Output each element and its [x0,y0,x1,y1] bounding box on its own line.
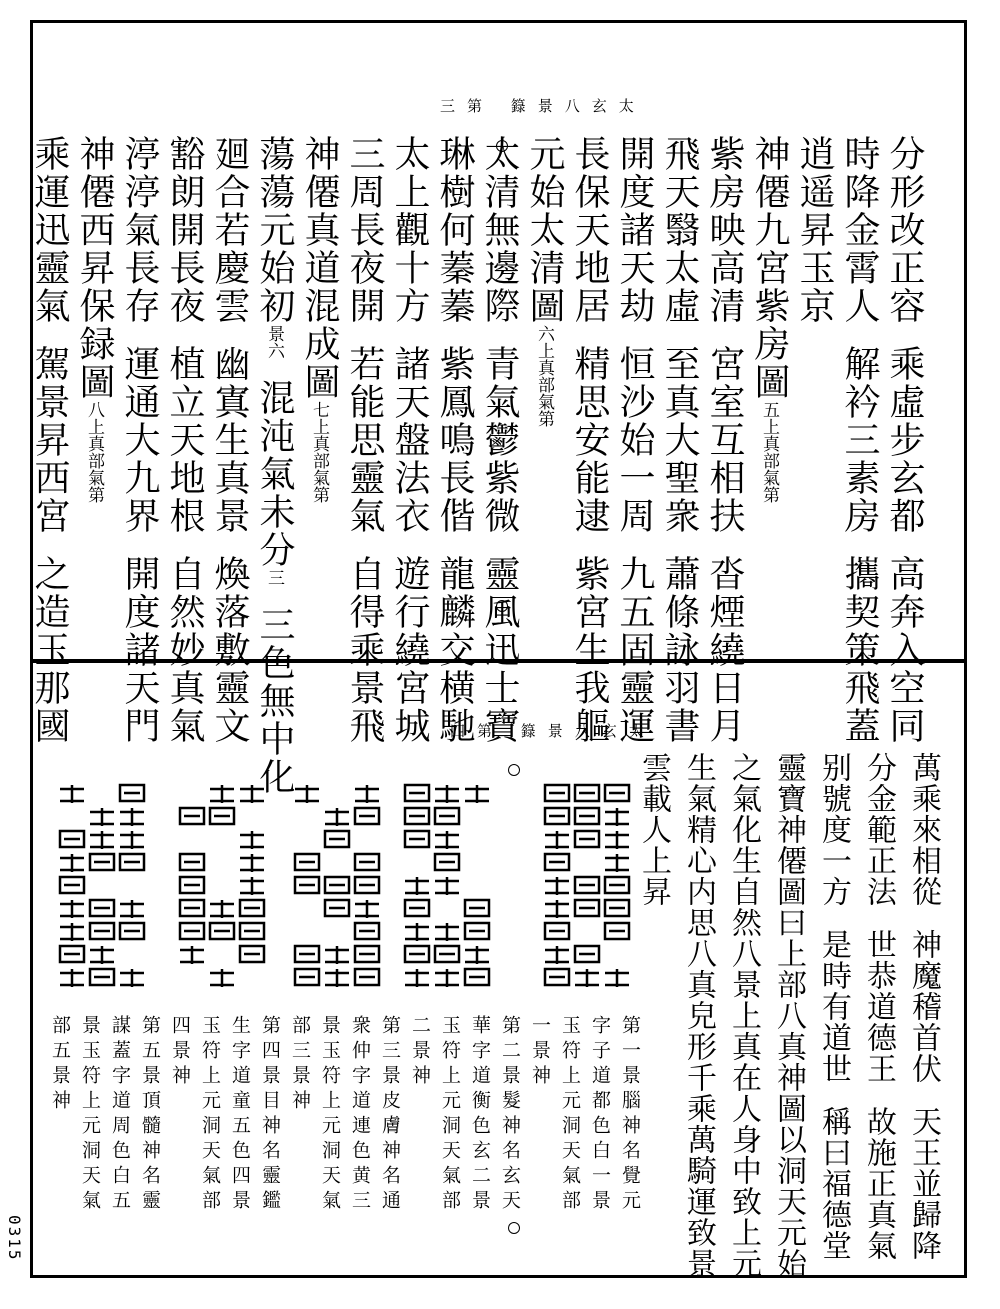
verse-column [342,135,386,745]
verse-column [837,135,881,745]
verse-line: 之造玉那國 [29,555,70,745]
verse-line: 紫房映高清 [704,135,745,325]
bottom-text-column [859,752,897,1261]
verse-column [297,135,341,503]
verse-line: 駕景昇西宮 [29,345,70,535]
annotation-column: 景玉符上元洞天氣 [319,1015,341,1215]
verse-line: 至真大聖衆 [659,345,700,535]
annotation-column: 字子道都色白一景 [589,1015,611,1215]
verse-column [612,135,656,745]
verse-column [252,135,296,796]
annotation-column: 玉符上元洞天氣部 [439,1015,461,1215]
seal-glyph-icon [290,780,385,1000]
verse-line: 開度諸天劫 [614,135,655,325]
annotation-column: 華字道衡色玄二景 [469,1015,491,1215]
verse-line: 太上觀十方 [389,135,430,325]
annotation-column: 二景神 [409,1015,431,1090]
circle-mark [496,140,508,152]
seal-glyph-icon [540,780,635,1000]
verse-line: 自然妙真氣 [164,555,205,745]
verse-line: 遊行繞宮城 [389,555,430,745]
annotation-column: 景玉符上元洞天氣 [79,1015,101,1215]
verse-line: 自得乘景飛 [344,555,385,745]
verse-column [27,135,71,745]
bottom-text-column [724,752,762,1279]
verse-line: 逍遥昇玉京 [794,135,835,325]
verse-line: 時降金霄人 [839,135,880,325]
verse-line: 琳樹何蓁蓁 [434,135,475,325]
verse-line: 蕭條詠羽書 [659,555,700,745]
verse-line: 神僊真道混成圖 [299,135,340,401]
verse-line: 高奔入空同 [884,555,925,745]
annotation-column: 玉符上元洞天氣部 [559,1015,581,1215]
verse-line: 元始太清圖 [524,135,565,325]
annotation-column: 四景神 [169,1015,191,1090]
section-note: 真部 [759,435,779,469]
verse-line: 開度諸天門 [119,555,160,745]
verse-line: 蕩蕩元始初 [254,135,295,325]
annotation-column: 第一景腦神名覺元 [619,1015,641,1215]
section-note: 真部 [84,435,104,469]
section-note: 六上 [534,325,554,359]
verse-line: 渟渟氣長存 [119,135,160,325]
panel-header-top: 三第 籙景八玄太 [440,97,646,115]
seal-glyph-icon [175,780,270,1000]
annotation-column: 第二景髮神名玄天 [499,1015,521,1215]
annotation-column: 第四景目神名靈鑑 [259,1015,281,1215]
text-line: 别號度一方 [816,752,851,907]
section-note: 景六 [264,325,284,359]
text-line: 之氣化生自然八景上真在人身中致上元 [726,752,761,1279]
verse-column [432,135,476,745]
page-number: 0315 [5,1215,24,1262]
verse-line: 植立天地根 [164,345,205,535]
section-note: 真部 [534,359,554,393]
text-line: 靈寶神僊圖曰上部八真神圖以洞天元始 [771,752,806,1279]
verse-line: 沓煙繞日月 [704,555,745,745]
verse-line: 青氣鬱紫微 [479,345,520,535]
verse-line: 飛天翳太虛 [659,135,700,325]
verse-line: 長保天地居 [569,135,610,325]
verse-line: 乘運迅靈氣 [29,135,70,325]
verse-line: 神僊九宮紫房圖 [749,135,790,401]
bottom-text-column [679,752,717,1279]
text-line: 是時有道世 [816,929,851,1084]
verse-column [477,135,521,745]
text-line: 神魔稽首伏 [906,929,941,1084]
verse-line: 紫鳳鳴長偕 [434,345,475,535]
verse-line: 恒沙始一周 [614,345,655,535]
text-line: 生氣精心内思八真皃形千乘萬騎運致景 [681,752,716,1279]
panel-header-bottom: 四第 籙景八玄太 [450,722,656,740]
verse-column [72,135,116,503]
verse-column [117,135,161,745]
text-line: 分金範正法 [861,752,896,907]
verse-column [882,135,926,745]
section-note: 氣第 [309,469,329,503]
verse-line: 太清無邊際 [479,135,520,325]
bottom-text-column [814,752,852,1261]
bottom-text-column [634,752,672,907]
annotation-column: 部五景神 [49,1015,71,1115]
verse-column [387,135,431,745]
annotation-column: 一景神 [529,1015,551,1090]
verse-line: 九五固靈運 [614,555,655,745]
verse-column [792,135,836,325]
verse-column [207,135,251,745]
verse-line: 三色無中化 [254,606,295,796]
annotation-column: 生字道童五色四景 [229,1015,251,1215]
bottom-text-column [769,752,807,1279]
verse-line: 宮室互相扶 [704,345,745,535]
verse-line: 三周長夜開 [344,135,385,325]
annotation-column: 第五景頂髓神名靈 [139,1015,161,1215]
annotation-column: 部三景神 [289,1015,311,1115]
section-note: 七上 [309,401,329,435]
section-note: 真部 [309,435,329,469]
verse-column [522,135,566,427]
verse-line: 分形改正容 [884,135,925,325]
circle-mark [508,764,520,776]
seal-glyph-icon [400,780,495,1000]
annotation-column: 謀蓋字道周色白五 [109,1015,131,1215]
annotation-column: 第三景皮膚神名通 [379,1015,401,1215]
section-note: 氣第 [84,469,104,503]
bottom-text-column [904,752,942,1261]
verse-column [567,135,611,745]
verse-line: 運通大九界 [119,345,160,535]
section-note: 氣第 [534,393,554,427]
verse-line: 解衿三素房 [839,345,880,535]
text-line: 稱曰福德堂 [816,1106,851,1261]
verse-line: 若能思靈氣 [344,345,385,535]
verse-line: 攜契策飛蓋 [839,555,880,745]
text-line: 雲載人上昇 [636,752,671,907]
circle-mark [508,1222,520,1234]
text-line: 天王並歸降 [906,1106,941,1261]
section-note: 八上 [84,401,104,435]
text-line: 世恭道德王 [861,929,896,1084]
verse-line: 龍麟交横馳 [434,555,475,745]
circle-mark [496,600,508,612]
section-note: 五上 [759,401,779,435]
verse-column [702,135,746,745]
verse-line: 精思安能逮 [569,345,610,535]
verse-line: 靈風迅士寶 [479,555,520,745]
verse-column [162,135,206,745]
verse-line: 混沌氣未分 [254,379,295,569]
verse-line: 神僊西昇保録圖 [74,135,115,401]
verse-line: 煥落敷靈文 [209,555,250,745]
verse-line: 廻合若慶雲 [209,135,250,325]
verse-line: 幽寘生真景 [209,345,250,535]
verse-column [747,135,791,503]
annotation-column: 玉符上元洞天氣部 [199,1015,221,1215]
text-line: 故施正真氣 [861,1106,896,1261]
seal-glyph-icon [55,780,150,1000]
section-note: 氣第 [759,469,779,503]
verse-line: 紫宮生我軀 [569,555,610,745]
verse-column [657,135,701,745]
verse-line: 豁朗開長夜 [164,135,205,325]
verse-line: 乘虛步玄都 [884,345,925,535]
section-note: 三 [264,569,284,586]
verse-line: 諸天盤法衣 [389,345,430,535]
text-line: 萬乘來相從 [906,752,941,907]
annotation-column: 衆仲字道連色黄三 [349,1015,371,1215]
